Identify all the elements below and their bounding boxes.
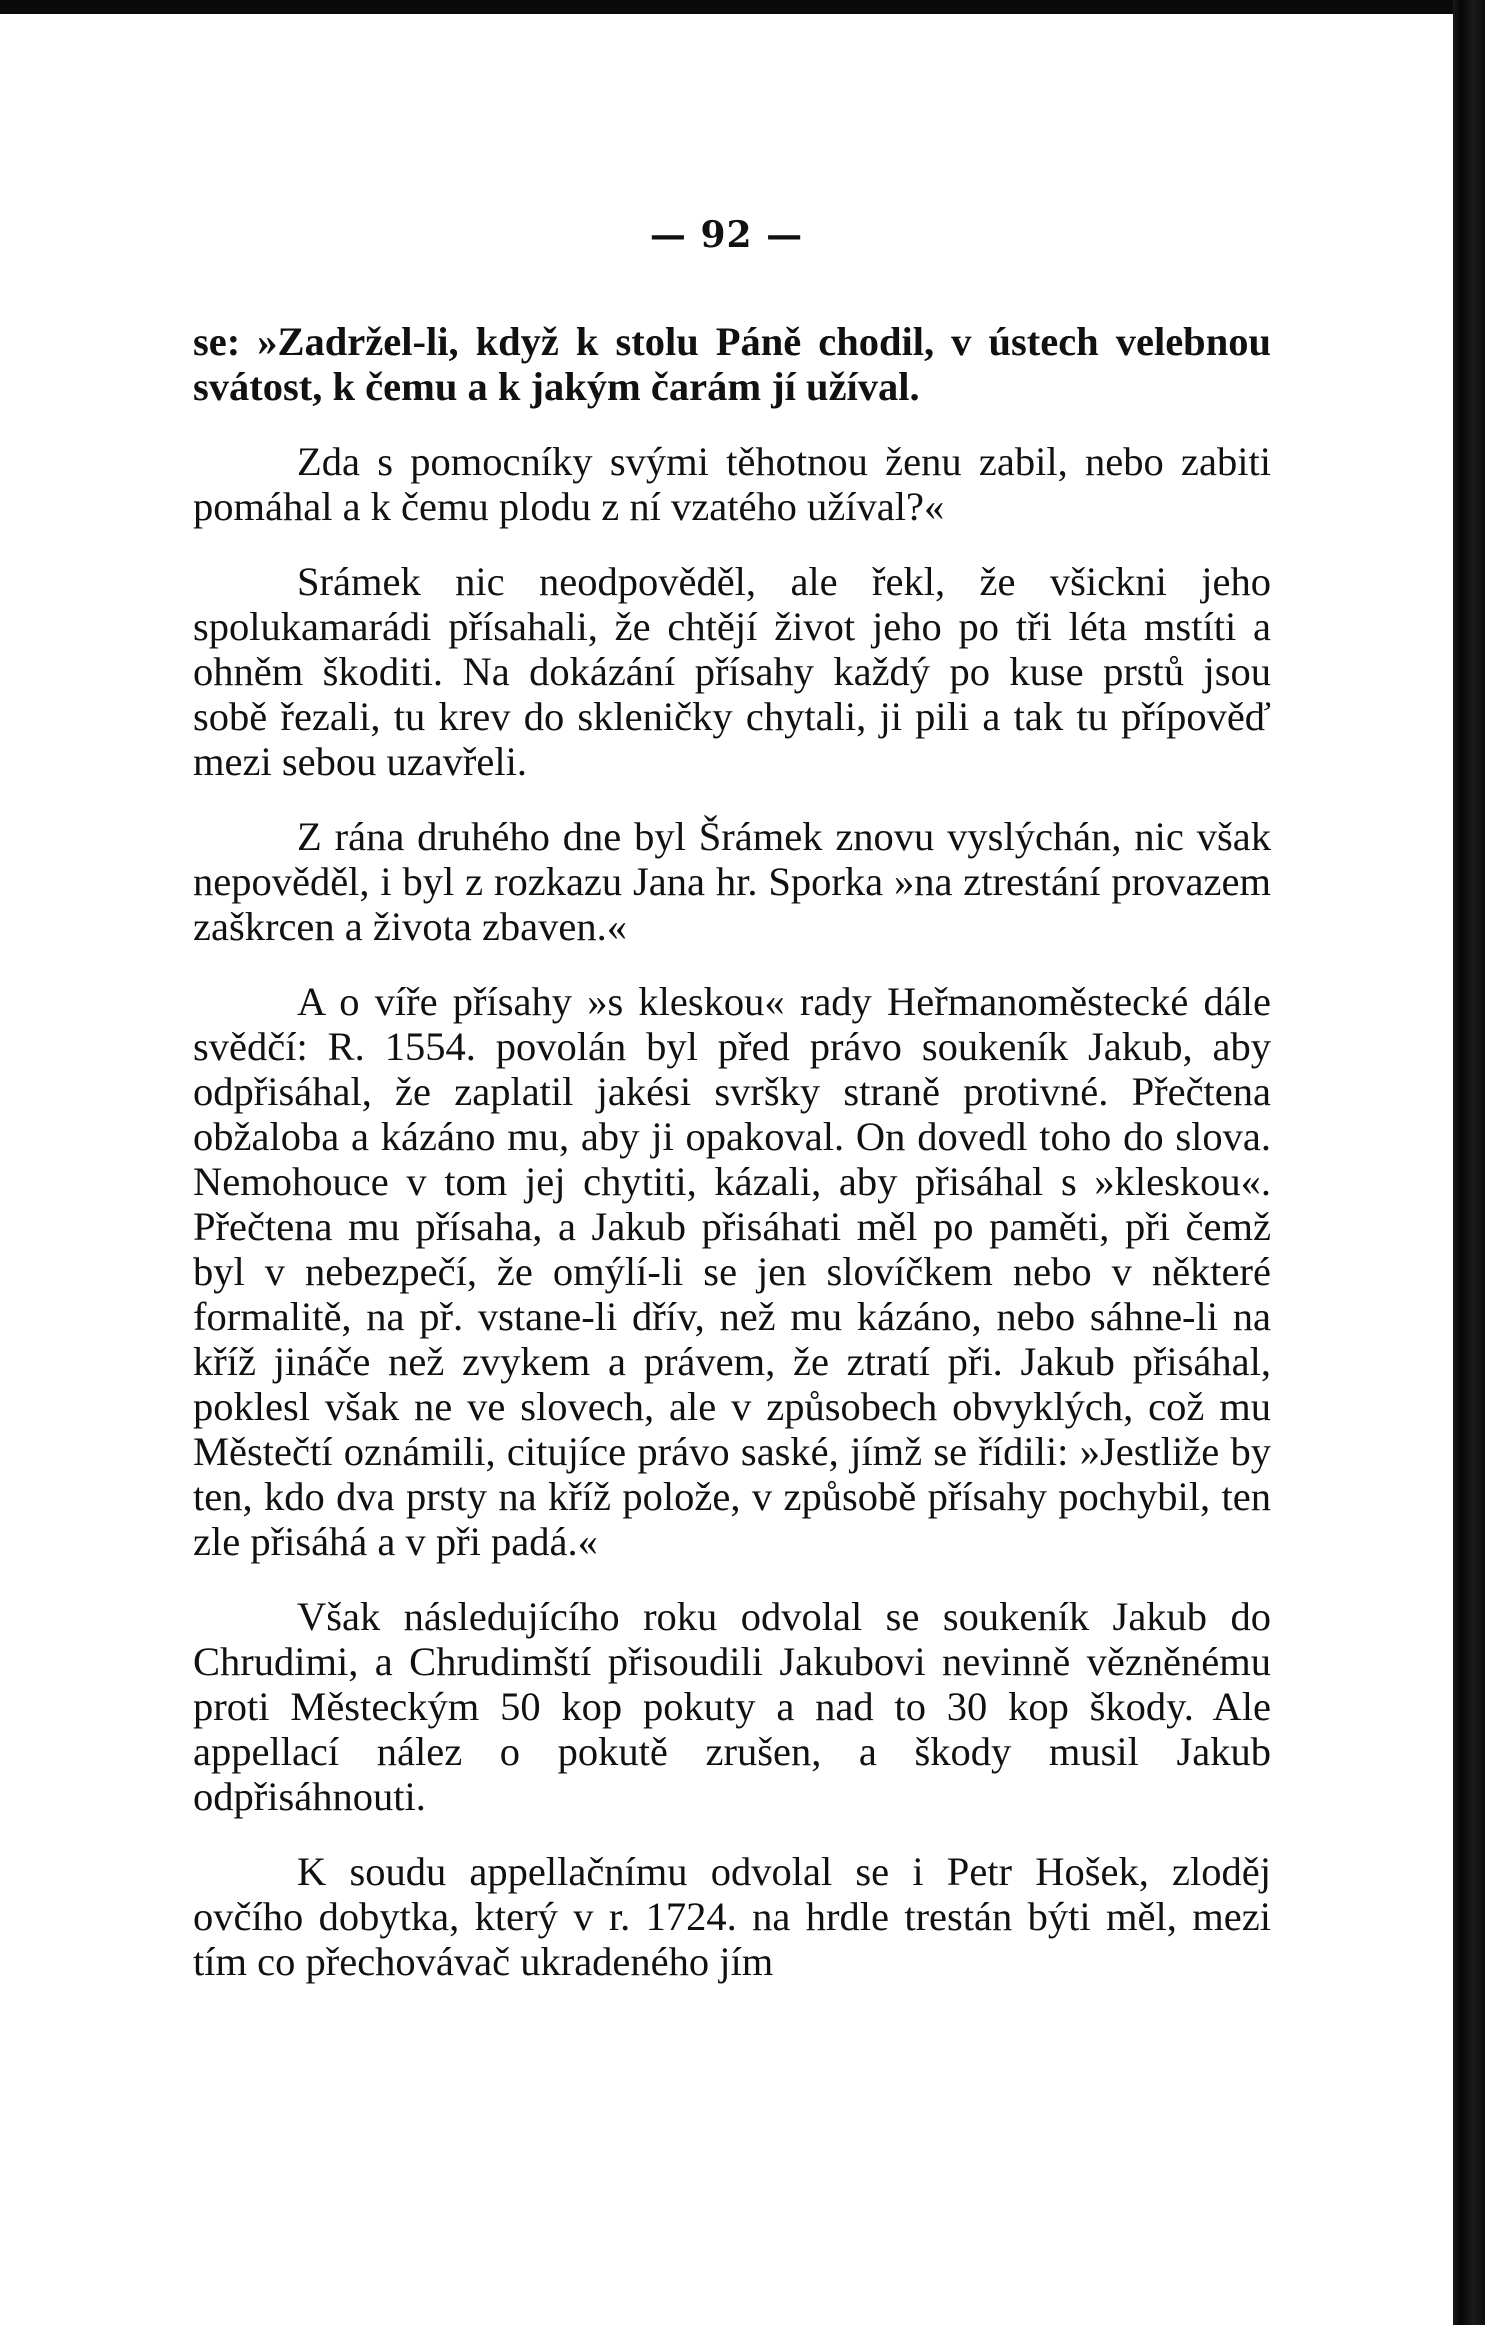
paragraph-5: A o víře přísahy »s kleskou« rady Heřmanoměstecké dále svědčí: R. 1554. povolán byl před právo soukeník Jakub, aby odpřisáhal, že zaplatil jakési svršky straně protivné. Přečtena obžaloba a kázáno mu, aby ji opakoval. On dovedl toho do slova. Nemohouce v tom jej chytiti, kázali, aby přisáhal s »kleskou«. Přečtena mu přísaha, a Jakub přisáhati měl po paměti, při čemž byl v nebezpečí, že omýlí-li se jen slovíčkem nebo v některé formalitě, na př. vstane-li dřív, než mu kázáno, nebo sáhne-li na kříž jináče než zvykem a právem, že ztratí při. Jakub přisáhal, poklesl však ne ve slovech, ale v způsobech obvyklých, což mu Městečtí oznámili, citujíce právo saské, jímž se řídili: »Jestliže by ten, kdo dva prsty na kříž polože, v způsobě přísahy pochybil, ten zle přisáhá a v při padá.« xyxy=(193,979,1271,1564)
paragraph-6: Však následujícího roku odvolal se soukeník Jakub do Chrudimi, a Chrudimští přisoudili Jakubovi nevinně vězněnému proti Městeckým 50 kop pokuty a nad to 30 kop škody. Ale appellací nález o pokutě zrušen, a škody musil Jakub odpřisáhnouti. xyxy=(193,1594,1271,1819)
paragraph-2: Zda s pomocníky svými těhotnou ženu zabil, nebo zabiti pomáhal a k čemu plodu z ní vzatého užíval?« xyxy=(193,439,1271,529)
book-page xyxy=(0,14,1453,2325)
paragraph-7: K soudu appellačnímu odvolal se i Petr Hošek, zloděj ovčího dobytka, který v r. 1724. na hrdle trestán býti měl, mezi tím co přechovávač ukradeného jím xyxy=(193,1849,1271,1984)
paragraph-3: Srámek nic neodpověděl, ale řekl, že všickni jeho spolukamarádi přísahali, že chtějí život jeho po tři léta mstíti a ohněm škoditi. Na dokázání přísahy každý po kuse prstů jsou sobě řezali, tu krev do skleničky chytali, ji pili a tak tu přípověď mezi sebou uzavřeli. xyxy=(193,559,1271,784)
page-number: — 92 — xyxy=(649,214,804,256)
book-spine-edge xyxy=(1453,0,1485,2325)
page-text xyxy=(193,319,1271,2014)
paragraph-4: Z rána druhého dne byl Šrámek znovu vyslýchán, nic však nepověděl, i byl z rozkazu Jana hr. Sporka »na ztrestání provazem zaškrcen a života zbaven.« xyxy=(193,814,1271,949)
paragraph-1: se: »Zadržel-li, když k stolu Páně chodil, v ústech velebnou svátost, k čemu a k jakým čarám jí užíval. xyxy=(193,319,1271,409)
